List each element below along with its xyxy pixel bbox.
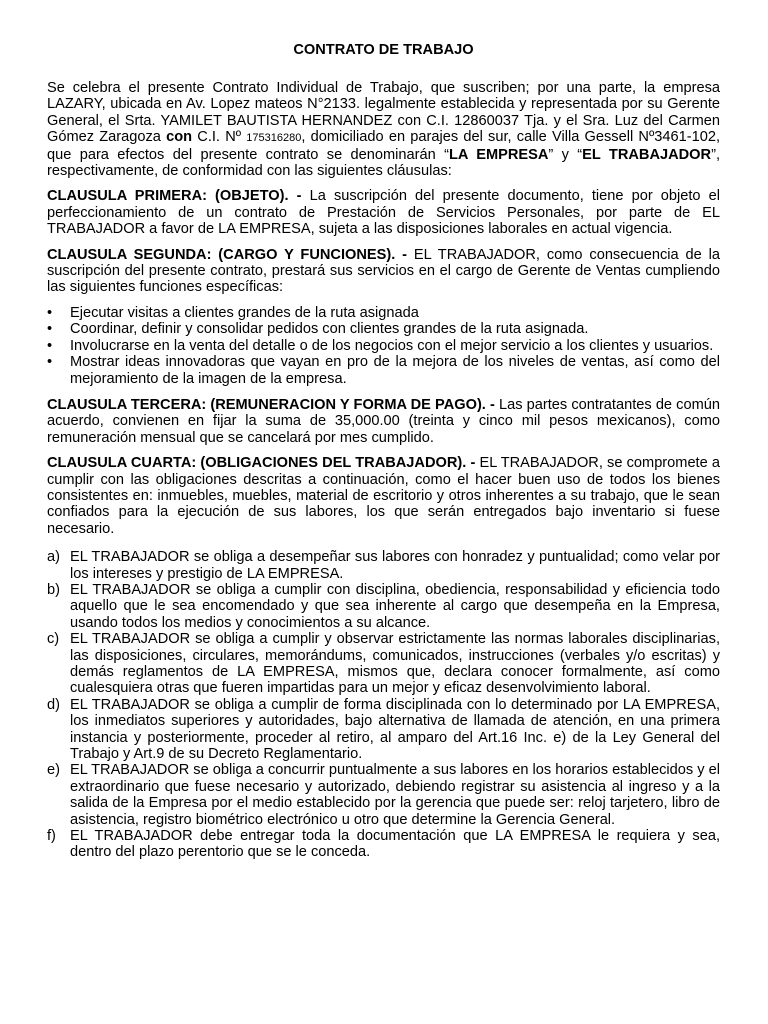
list-item — [47, 582, 720, 631]
intro-el-trabajador: EL TRABAJADOR — [582, 146, 712, 163]
list-item: • Mostrar ideas innovadoras que vayan en pro de la mejora de los niveles de ventas, así como del mejoramiento de la imagen de la empresa. — [47, 354, 720, 387]
clause-1-text: La suscripción del presente documento, tiene por objeto el perfeccionamiento de un contrato de Prestación de Servicios Personales, por parte de EL TRABAJADOR a favor de LA EMPRESA, sujeta a las disposiciones laborales en actual vigencia. — [47, 188, 720, 238]
list-marker: c) — [47, 631, 60, 648]
list-item-text: EL TRABAJADOR debe entregar toda la documentación que LA EMPRESA le requiera y sea, dentro del plazo perentorio que se le conceda. — [70, 828, 720, 861]
intro-la-empresa: LA EMPRESA — [448, 146, 549, 163]
clause-1 — [47, 188, 720, 237]
clause-3 — [47, 397, 720, 446]
list-item-text: EL TRABAJADOR se obliga a cumplir con disciplina, obediencia, responsabilidad y eficiencia todo aquello que le sea encomendado y que sea inherente al cargo que desempeña en la Empresa, usando todos los medios y conocimientos a su alcance. — [70, 581, 720, 631]
clause-2-heading: CLAUSULA SEGUNDA: (CARGO Y FUNCIONES). - — [47, 246, 408, 263]
intro-text-4: ” y “ — [548, 146, 583, 163]
clause-3-text: Las partes contratantes de común acuerdo, convienen en fijar la suma de 35,000.00 (treinta y cinco mil pesos mexicanos), como remuneración mensual que se cancelará por mes cumplido. — [47, 396, 720, 446]
intro-text-1: Se celebra el presente Contrato Individual de Trabajo, que suscriben; por una parte, la empresa LAZARY, ubicada en Av. Lopez mateos N°2133. legalmente establecida y representada por su Gerente General, el Srta. YAMILET BAUTISTA HERNANDEZ con C.I. 12860037 Tja. y el Sra. Luz del Carmen Gómez Zaragoza — [47, 80, 720, 146]
intro-paragraph — [47, 80, 720, 179]
clause-3-heading: CLAUSULA TERCERA: (REMUNERACION Y FORMA DE PAGO). - — [47, 396, 495, 413]
list-marker: f) — [47, 828, 56, 845]
clause-1-heading: CLAUSULA PRIMERA: (OBJETO). - — [47, 188, 302, 205]
intro-text-2: C.I. Nº — [192, 129, 247, 146]
list-item-text: EL TRABAJADOR se obliga a desempeñar sus labores con honradez y puntualidad; como velar por los intereses y prestigio de LA EMPRESA. — [70, 549, 720, 582]
clause-2-text: EL TRABAJADOR, como consecuencia de la suscripción del presente contrato, prestará sus servicios en el cargo de Gerente de Ventas cumpliendo las siguientes funciones específicas: — [47, 246, 720, 296]
list-item: • Coordinar, definir y consolidar pedidos con clientes grandes de la ruta asignada. — [47, 321, 720, 337]
clause-4-obligation-list — [47, 549, 720, 861]
document-title: CONTRATO DE TRABAJO — [293, 42, 474, 58]
intro-text-5: ”, respectivamente, de conformidad con las siguientes cláusulas: — [47, 146, 720, 180]
list-marker: d) — [47, 696, 60, 713]
list-item — [47, 697, 720, 763]
clause-4 — [47, 455, 720, 537]
list-item-text: EL TRABAJADOR se obliga a concurrir puntualmente a sus labores en los horarios establecidos y el extraordinario que fuese necesario y autorizado, debiendo registrar su asistencia al ingreso y a la salida de la Empresa por el medio establecido por la gerencia que puede ser: reloj tarjetero, libro de asistencia, registro biométrico electrónico u otro que determine la Gerencia General. — [70, 762, 720, 828]
intro-con: con — [166, 129, 193, 146]
clause-2 — [47, 247, 720, 296]
intro-text-3: , domiciliado en parajes del sur, calle Villa Gessell Nº3461-102, que para efectos del presente contrato se denominarán “ — [47, 129, 720, 163]
list-item — [47, 549, 720, 582]
clause-4-heading: CLAUSULA CUARTA: (OBLIGACIONES DEL TRABAJADOR). - — [47, 455, 476, 472]
list-item-text: EL TRABAJADOR se obliga a cumplir de forma disciplinada con lo determinado por LA EMPRESA, los inmediatos superiores y autoridades, bajo alternativa de llamada de atención, en una primera instancia y posteriormente, proceder al retiro, al amparo del Art.16 Inc. e) de la Ley General del Trabajo y Art.9 de su Decreto Reglamentario. — [70, 696, 720, 763]
list-item-text: EL TRABAJADOR se obliga a cumplir y observar estrictamente las normas laborales disciplinarias, las disposiciones, circulares, memorándums, comunicados, instrucciones (verbales y/o escritas) y demás reglamentos de LA EMPRESA, mismos que, declara conocer formalmente, así como cualesquiera otras que fueren impartidas para un mejor y eficaz desenvolvimiento laboral. — [70, 631, 720, 697]
list-item: • Involucrarse en la venta del detalle o de los negocios con el mejor servicio a los clientes y usuarios. — [47, 338, 720, 354]
list-item — [47, 631, 720, 697]
clause-2-function-list — [47, 305, 720, 387]
intro-ci-number: 175316280 — [246, 132, 302, 145]
clause-4-text: EL TRABAJADOR, se compromete a cumplir con las obligaciones descritas a continuación, como el hacer buen uso de todos los bienes consistentes en: inmuebles, muebles, material de escritorio y otros inherentes a su trabajo, que le sean confiados para la ejecución de sus labores, los que serán entregados bajo inventario si fuese necesario. — [47, 455, 721, 537]
list-item — [47, 828, 720, 861]
list-marker: a) — [47, 549, 60, 566]
list-marker: e) — [47, 762, 60, 779]
list-item — [47, 762, 720, 828]
list-marker: b) — [47, 581, 60, 598]
list-item: • Ejecutar visitas a clientes grandes de la ruta asignada — [47, 305, 720, 321]
